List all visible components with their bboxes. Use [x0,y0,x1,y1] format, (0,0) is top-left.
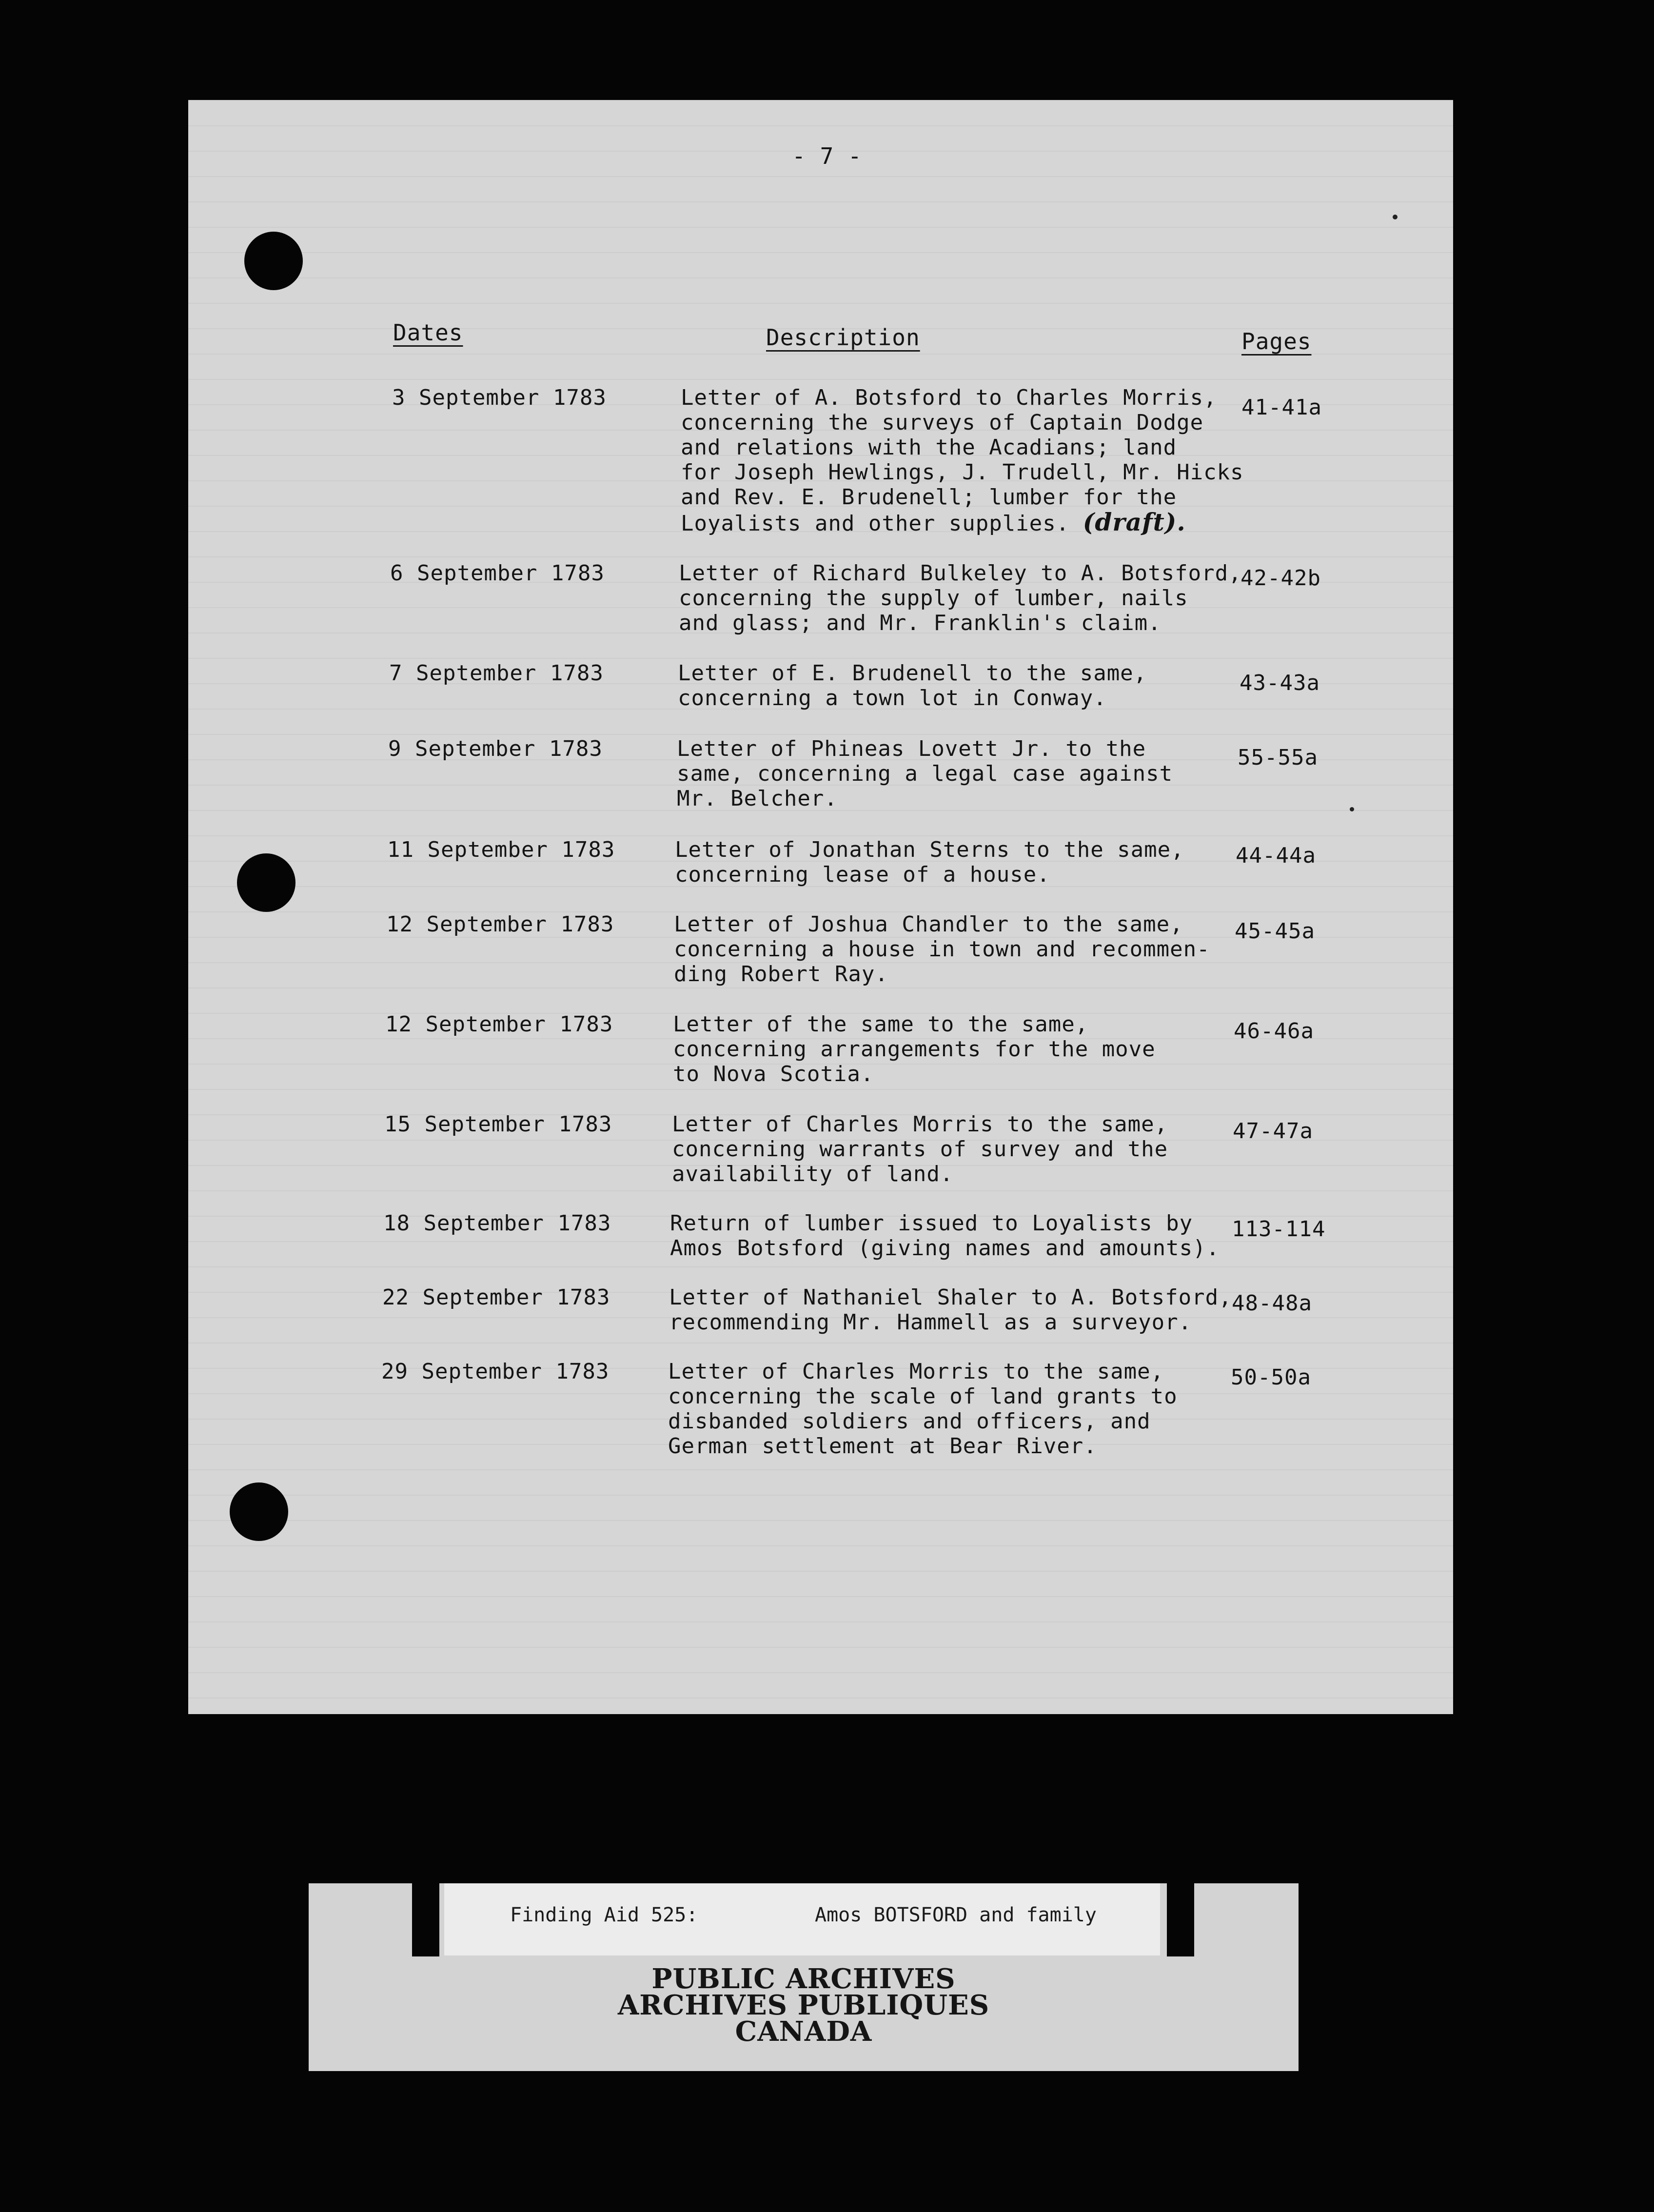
label-notch [412,1883,439,1956]
entry-description [672,1112,1257,1186]
description-line: Amos Botsford (giving names and amounts). [670,1236,1220,1261]
entry-pages: 46-46a [1234,1019,1314,1044]
description-line: Letter of the same to the same, [673,1012,1089,1037]
description-line: Letter of E. Brudenell to the same, [678,661,1147,686]
description-line: to Nova Scotia. [673,1062,874,1086]
punch-hole-middle [237,853,295,912]
entry-pages: 48-48a [1232,1291,1312,1316]
entry-date: 29 September 1783 [381,1359,610,1384]
description-line: ding Robert Ray. [674,962,888,987]
description-line: Letter of Charles Morris to the same, [668,1359,1164,1384]
description-line: Letter of Charles Morris to the same, [672,1112,1168,1137]
description-line: recommending Mr. Hammell as a surveyor. [669,1310,1192,1335]
description-line: disbanded soldiers and officers, and [668,1409,1151,1434]
description-line: concerning the scale of land grants to [668,1384,1178,1409]
entry-date: 15 September 1783 [384,1112,612,1137]
entry-description [679,561,1264,635]
entry-date: 12 September 1783 [385,1012,613,1037]
description-line: concerning a town lot in Conway. [678,686,1107,711]
description-line: Letter of Nathaniel Shaler to A. Botsford, [669,1285,1232,1310]
archives-stamp-line: ARCHIVES PUBLIQUES [617,1989,990,2021]
description-line: for Joseph Hewlings, J. Trudell, Mr. Hicks [681,460,1244,485]
description-line: and glass; and Mr. Franklin's claim. [679,611,1162,635]
entry-pages: 45-45a [1235,919,1315,944]
entry-description [675,837,1260,887]
speck [1350,807,1354,811]
entry-date: 7 September 1783 [389,661,604,686]
column-header-description: Description [766,324,920,351]
entry-description [670,1211,1255,1261]
entry-pages: 41-41a [1241,395,1322,420]
entry-description [677,736,1262,811]
description-line: and Rev. E. Brudenell; lumber for the [681,485,1177,510]
entry-pages: 55-55a [1238,745,1318,770]
entry-pages: 42-42b [1240,566,1321,591]
label-notch [1167,1883,1194,1956]
description-line: and relations with the Acadians; land [681,435,1177,460]
entry-description [681,385,1266,536]
column-header-dates: Dates [393,319,463,346]
description-line: Letter of A. Botsford to Charles Morris, [681,385,1217,410]
description-line [681,510,1266,536]
entry-pages: 44-44a [1236,843,1316,868]
description-line: Letter of Richard Bulkeley to A. Botsford, [679,561,1242,586]
description-line: concerning warrants of survey and the [672,1137,1168,1162]
entry-description [669,1285,1254,1335]
finding-aid-title: Amos BOTSFORD and family [815,1904,1097,1926]
description-line: Letter of Jonathan Sterns to the same, [675,837,1184,862]
entry-date: 6 September 1783 [390,561,605,586]
speck [1393,215,1398,219]
entry-date: 12 September 1783 [386,912,614,937]
entry-description [674,912,1259,987]
description-line: concerning the supply of lumber, nails [679,586,1188,611]
entry-pages: 113-114 [1232,1217,1326,1242]
document-page [188,100,1453,1714]
description-line: Letter of Phineas Lovett Jr. to the [677,736,1146,761]
entry-description [673,1012,1258,1086]
finding-aid-label [309,1883,1299,2071]
description-line: concerning arrangements for the move [673,1037,1156,1062]
archives-stamp-line: CANADA [735,2015,872,2048]
entry-date: 9 September 1783 [388,736,603,761]
entry-pages: 43-43a [1240,671,1320,695]
entry-description [668,1359,1253,1459]
description-line: concerning a house in town and recommen- [674,937,1210,962]
archives-stamp-line: PUBLIC ARCHIVES [651,1963,956,1995]
entry-date: 18 September 1783 [383,1211,611,1236]
entry-date: 22 September 1783 [382,1285,610,1310]
entry-date: 3 September 1783 [392,385,607,410]
column-header-pages: Pages [1241,328,1312,355]
entry-pages: 47-47a [1233,1119,1313,1144]
description-line: Return of lumber issued to Loyalists by [670,1211,1193,1236]
description-line: availability of land. [672,1162,954,1186]
entry-description [678,661,1263,711]
handwritten-note: (draft). [1083,508,1186,536]
label-strip [444,1883,1160,1955]
description-line: concerning lease of a house. [675,862,1050,887]
punch-hole-top [244,232,303,290]
description-line: same, concerning a legal case against [677,761,1173,786]
description-line: concerning the surveys of Captain Dodge [681,410,1204,435]
page-number: - 7 - [792,143,862,169]
punch-hole-bottom [230,1482,288,1541]
description-line: Mr. Belcher. [677,786,838,811]
description-line: German settlement at Bear River. [668,1434,1097,1459]
entry-pages: 50-50a [1231,1365,1311,1390]
description-line: Letter of Joshua Chandler to the same, [674,912,1183,937]
finding-aid-number: Finding Aid 525: [510,1904,698,1926]
description-text: Loyalists and other supplies. [681,511,1070,536]
entry-date: 11 September 1783 [387,837,615,862]
